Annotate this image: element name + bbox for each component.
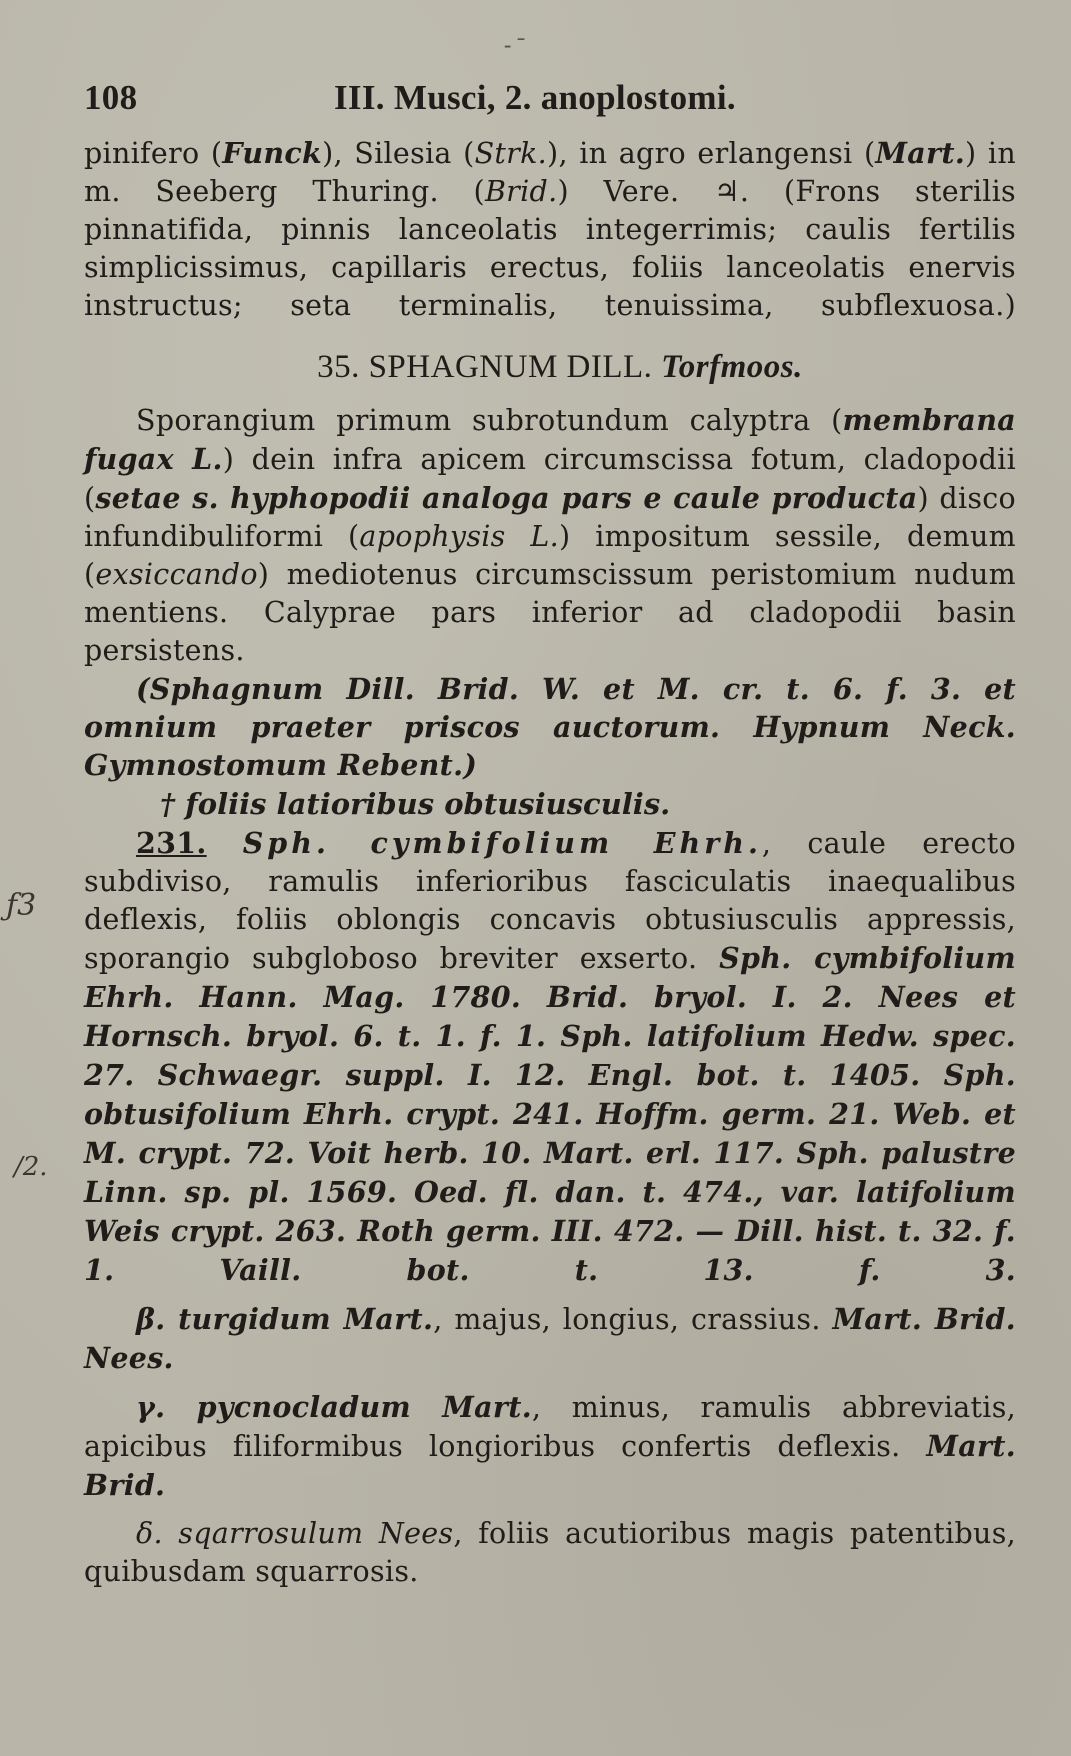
intro-text-1: pinifero ( [84,137,223,170]
desc-text-3: ) dein infra apicem circumscissa fotum, cladopodii ( [84,443,1017,515]
intro-text-7: ) in m. Seeberg Thuring. ( [84,137,1016,208]
margin-note-lower: /2. [14,1152,48,1182]
page-header [84,32,1016,134]
variety-gamma [84,1388,1016,1505]
genus-description [84,401,1016,670]
variety-beta-authorities: Mart. Brid. Nees. [84,1302,1017,1375]
intro-author-funck: Funck [222,136,323,170]
intro-text-9: ) Vere. ♃. (Frons sterilis pinnatifida, pinnis lanceolatis integerrimis; caulis fertilis simplicissimus, capillaris erectus, foliis lanceolatis enervis instructus; seta terminalis, tenuissima, subflexuosa.) [84,175,1016,322]
species-diagnosis: , caule erecto subdiviso, ramulis inferioribus fasciculatis inaequalibus deflexis, foliis oblongis concavis obtusiusculis appressis, sporangio subgloboso breviter exserto. [84,827,1016,975]
intro-paragraph [84,134,1016,325]
genus-synonyms: (Sphagnum Dill. Brid. W. et M. cr. t. 6. f. 3. et omnium praeter priscos auctorum. Hypnum Neck. Gymnostomum Rebent.) [84,672,1016,782]
running-head: III. Musci, 2. anoplostomi. [334,78,736,117]
variety-delta-text: , foliis acutioribus magis patentibus, quibusdam squarrosis. [84,1517,1016,1588]
variety-beta-text: , majus, longius, crassius. [433,1303,833,1336]
ornament-mark: - ˉ [504,32,526,57]
intro-text-3: ), Silesia ( [322,137,475,170]
intro-text-5: ), in agro erlangensi ( [547,137,876,170]
genus-name: 35. SPHAGNUM DILL. [317,349,653,385]
variety-beta-name: β. turgidum Mart. [136,1302,434,1336]
variety-gamma-text: , minus, ramulis abbreviatis, apicibus filiformibus longioribus confertis deflexis. [84,1391,1016,1463]
desc-italic-6: apophysis L. [359,520,559,553]
desc-text-1: Sporangium primum subrotundum calyptra ( [136,404,843,437]
desc-text-9: ) mediotenus circumscissum peristomium nudum mentiens. Calyprae pars inferior ad cladopodii basin persistens. [84,558,1016,667]
variety-gamma-name: γ. pycnocladum Mart. [136,1390,532,1424]
variety-delta-name: δ. sqarrosulum Nees [136,1517,454,1550]
desc-italic-4: setae s. hyphopodii analoga pars e caule producta [95,481,918,515]
desc-text-7: ) impositum sessile, demum ( [84,520,1016,591]
section-heading: † foliis latioribus obtusiusculis. [160,787,671,821]
desc-italic-8: exsiccando [95,558,258,591]
page-number: 108 [84,78,138,117]
intro-author-brid: Brid. [484,175,558,208]
genus-vernacular: Torfmoos. [661,349,803,385]
variety-beta [84,1300,1016,1378]
page [84,32,1017,1718]
genus-heading [84,347,1016,387]
variety-gamma-authorities: Mart. Brid. [84,1429,1016,1502]
species-paragraph [84,824,1016,1290]
variety-delta [84,1515,1016,1591]
intro-author-strk: Strk. [474,137,548,170]
species-number: 231. [136,826,207,860]
margin-note-upper: ƒ3 [6,888,37,923]
species-references: Sph. cymbifolium Ehrh. Hann. Mag. 1780. Brid. bryol. I. 2. Nees et Hornsch. bryol. 6. t. 1. f. 1. Sph. latifolium Hedw. spec. 27. Schwaegr. suppl. I. 12. Engl. bot. t. 1405. Sph. obtusifolium Ehrh. crypt. 241. Hoffm. germ. 21. Web. et M. crypt. 72. Voit herb. 10. Mart. erl. 117. Sph. palustre Linn. sp. pl. 1569. Oed. fl. dan. t. 474., var. latifolium Weis crypt. 263. Roth germ. III. 472. — Dill. hist. t. 32. f. 1. Vaill. bot. t. 13. f. 3. [84,941,1017,1287]
desc-text-5: ) disco infundibuliformi ( [84,482,1017,553]
intro-author-mart: Mart. [875,136,966,170]
desc-italic-2: membrana fugax L. [84,403,1016,476]
species-name: Sph. cymbifolium Ehrh. [242,826,762,860]
